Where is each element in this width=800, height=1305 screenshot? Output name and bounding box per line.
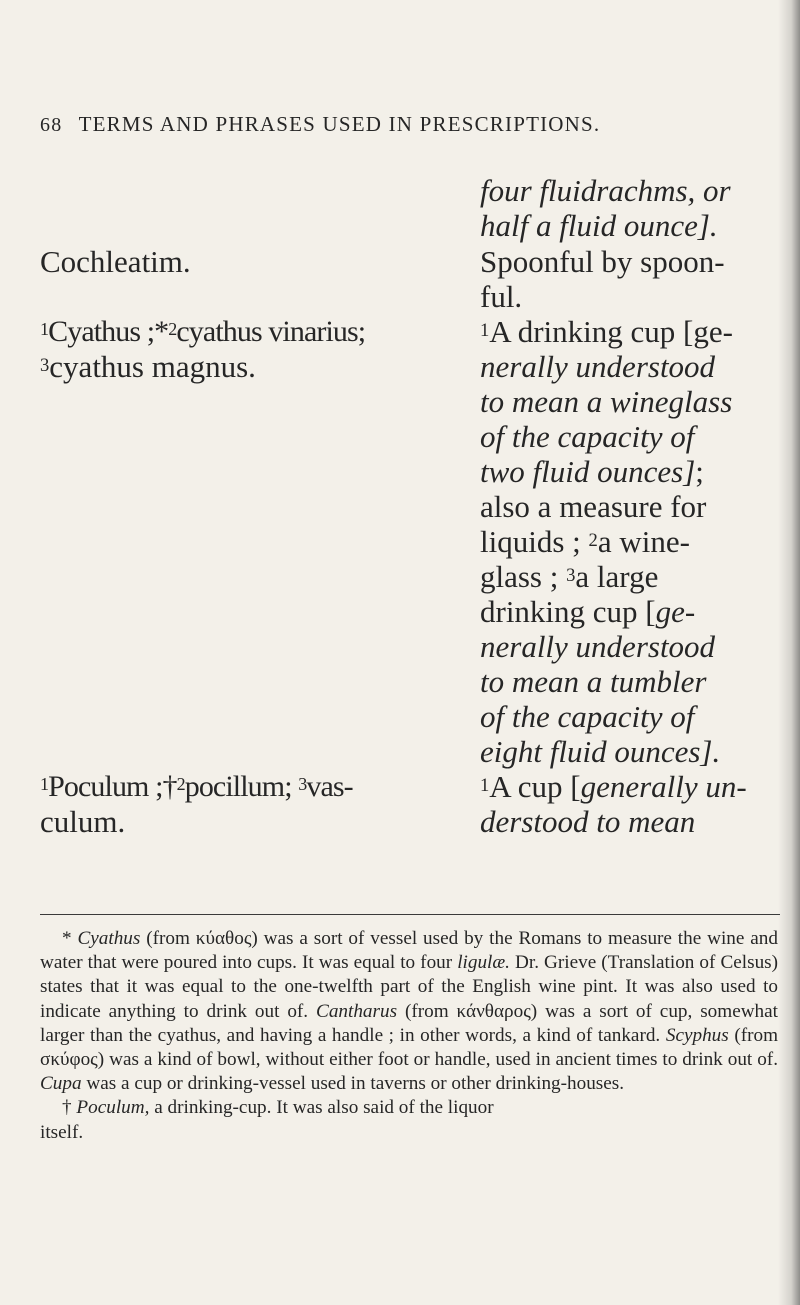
- term-cochleatim: Cochleatim.: [40, 244, 191, 279]
- definition-cyathus-line-3: to mean a wineglass: [480, 384, 733, 419]
- definition-poculum-line-1: $^1$A cup [generally un-: [480, 769, 747, 804]
- footnote-poculum: † Poculum, a drinking-cup. It was also said of the liquor: [62, 1097, 494, 1119]
- definition-continued-line-2: half a fluid ounce].: [480, 208, 718, 243]
- definition-cyathus-line-13: eight fluid ounces].: [480, 734, 721, 769]
- footnote-divider: [40, 914, 780, 915]
- definition-cyathus-line-1: $^1$A drinking cup [ge-: [480, 314, 733, 349]
- running-header: [40, 112, 780, 137]
- definition-continued-line-1: four fluidrachms, or: [480, 173, 731, 208]
- footnote-poculum-tail: itself.: [40, 1121, 84, 1143]
- page-title: TERMS AND PHRASES USED IN PRESCRIPTIONS.: [78, 112, 601, 136]
- definition-cyathus-line-10: nerally understood: [480, 629, 716, 664]
- definition-cochleatim-line-2: ful.: [480, 279, 523, 314]
- definition-cyathus-line-4: of the capacity of: [480, 419, 695, 454]
- definition-cyathus-line-5: two fluid ounces];: [480, 454, 704, 489]
- page-number: 68: [40, 114, 63, 136]
- definition-cochleatim-line-1: Spoonful by spoon-: [480, 244, 725, 279]
- page-edge-shadow: [778, 0, 800, 1305]
- term-poculum: $^1$Poculum ;†$^2$pocillum; $^3$vas-: [40, 770, 353, 803]
- term-poculum-line-2: culum.: [40, 804, 126, 839]
- definition-cyathus-line-6: also a measure for: [480, 489, 707, 524]
- definition-cyathus-line-12: of the capacity of: [480, 699, 695, 734]
- term-cyathus: $^1$Cyathus ;*$^2$cyathus vinarius;: [40, 315, 366, 348]
- definition-cyathus-line-11: to mean a tumbler: [480, 664, 707, 699]
- definition-cyathus-line-7: liquids ; $^2$a wine-: [480, 524, 690, 559]
- definition-poculum-line-2: derstood to mean: [480, 804, 696, 839]
- definition-cyathus-line-9: drinking cup [ge-: [480, 594, 696, 629]
- footnote-cyathus: * Cyathus (from κύαθος) was a sort of vessel used by the Romans to measure the wine and water that were poured into cups. It was equal to four ligulæ. Dr. Grieve (Translation of Celsus) states that it was equal to the one-twelfth part of the English wine pint. It was also used to indicate anything to drink out of. Cantharus (from κάνθαρος) was a sort of cup, somewhat larger than the cyathus, and having a handle ; in other words, a kind of tankard. Scyphus (from σκύφος) was a kind of bowl, without either foot or handle, used in ancient times to drink out of. Cupa was a cup or drinking-vessel used in taverns or other drinking-houses.: [40, 928, 779, 1095]
- definition-cyathus-line-2: nerally understood: [480, 349, 716, 384]
- definition-cyathus-line-8: glass ; $^3$a large: [480, 559, 659, 594]
- footnotes: [40, 927, 778, 1145]
- term-cyathus-magnus: $^3$cyathus magnus.: [40, 349, 256, 384]
